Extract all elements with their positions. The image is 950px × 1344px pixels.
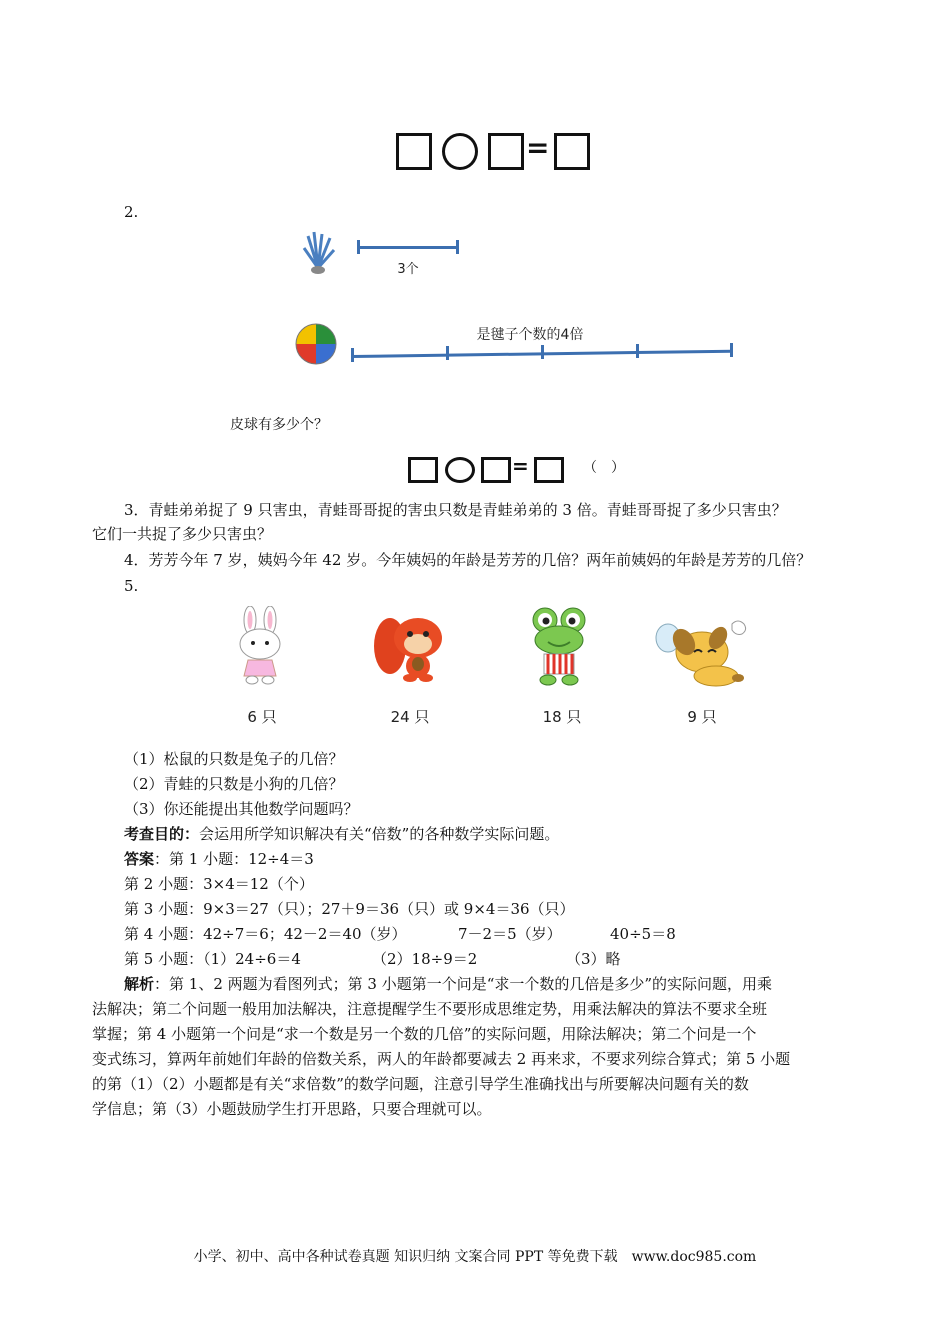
answer-2: 第 2 小题：3×4＝12（个）: [124, 875, 314, 893]
answer-5c: （3）略: [566, 950, 621, 968]
analysis-label: 解析: [124, 975, 155, 993]
operator-circle: [445, 457, 475, 483]
blank-box: [408, 457, 438, 483]
blank-box: [488, 133, 524, 170]
frog-count: 18 只: [542, 708, 582, 726]
bar-tick: [636, 344, 639, 358]
shuttlecock-bar: [358, 246, 458, 249]
answer-label: 答案: [124, 850, 155, 868]
blank-box: [396, 133, 432, 170]
blank-box: [481, 457, 511, 483]
problem-5-q1: （1）松鼠的只数是兔子的几倍？: [124, 750, 344, 768]
bar-tick: [456, 240, 459, 254]
problem-5-q2: （2）青蛙的只数是小狗的几倍？: [124, 775, 344, 793]
blank-box: [534, 457, 564, 483]
purpose: [124, 824, 559, 844]
problem-5-number: 5.: [124, 577, 139, 595]
bar-tick: [730, 343, 733, 357]
blank-box: [554, 133, 590, 170]
operator-circle: [442, 133, 478, 170]
analysis-line-4: 变式练习，算两年前她们年龄的倍数关系，两人的年龄都要减去 2 再来求，不要求列综合算式；第 5 小题: [92, 1050, 791, 1068]
analysis-line-1: [124, 974, 772, 994]
rabbit-icon: [230, 606, 292, 686]
problem-4: 4．芳芳今年 7 岁，姨妈今年 42 岁。今年姨妈的年龄是芳芳的几倍？两年前姨妈的年龄是芳芳的几倍？: [124, 551, 812, 569]
analysis-line-3: 掌握；第 4 小题第一个问是“求一个数是另一个数的几倍”的实际问题，用除法解决；第二个问是一个: [92, 1025, 757, 1043]
dog-count: 9 只: [687, 708, 717, 726]
equals-sign: =: [526, 131, 550, 164]
rabbit-count: 6 只: [247, 708, 277, 726]
answer-4a: 第 4 小题：42÷7＝6；42－2＝40（岁）: [124, 925, 407, 943]
squirrel-icon: [372, 608, 452, 684]
frog-icon: [528, 606, 590, 688]
bar-tick: [541, 345, 544, 359]
answer-5b: （2）18÷9＝2: [372, 950, 478, 968]
shuttlecock-icon: [296, 230, 340, 276]
problem-3-line2: 它们一共捉了多少只害虫？: [92, 525, 273, 543]
answer-4b: 7－2＝5（岁）: [458, 925, 562, 943]
answer-1: [124, 849, 314, 869]
problem-3-line1: 3．青蛙弟弟捉了 9 只害虫，青蛙哥哥捉的害虫只数是青蛙弟弟的 3 倍。青蛙哥哥捉了多少只害虫？: [124, 501, 787, 519]
dog-icon: [654, 614, 750, 688]
analysis-line-2: 法解决；第二个问题一般用加法解决，注意提醒学生不要形成思维定势，用乘法解决的算法不要求全班: [92, 1000, 768, 1018]
purpose-text: 会运用所学知识解决有关“倍数”的各种数学实际问题。: [199, 825, 560, 843]
bar-tick: [351, 348, 354, 362]
purpose-label: 考查目的：: [124, 825, 200, 843]
answer-3: 第 3 小题：9×3＝27（只）；27＋9＝36（只）或 9×4＝36（只）: [124, 900, 575, 918]
answer-blank: （ ）: [583, 460, 625, 476]
ball-icon: [294, 322, 338, 366]
analysis-line-5: 的第（1）（2）小题都是有关“求倍数”的数学问题，注意引导学生准确找出与所要解决问题有关的数: [92, 1075, 749, 1093]
answer-5a: 第 5 小题：（1）24÷6＝4: [124, 950, 301, 968]
problem-2-number: 2.: [124, 203, 139, 221]
ball-multiple-label: 是毽子个数的4倍: [476, 327, 584, 343]
footer: 小学、初中、高中各种试卷真题 知识归纳 文案合同 PPT 等免费下载 www.doc985.com: [193, 1249, 757, 1265]
analysis-line-6: 学信息；第（3）小题鼓励学生打开思路，只要合理就可以。: [92, 1100, 492, 1118]
equals-sign: =: [512, 454, 529, 478]
shuttlecock-count-label: 3个: [397, 262, 419, 277]
bar-tick: [357, 240, 360, 254]
ball-question: 皮球有多少个？: [230, 417, 328, 433]
answer-4c: 40÷5＝8: [610, 925, 676, 943]
bar-tick: [446, 346, 449, 360]
problem-5-q3: （3）你还能提出其他数学问题吗？: [124, 800, 359, 818]
squirrel-count: 24 只: [390, 708, 430, 726]
answer-1-text: ：第 1 小题：12÷4＝3: [154, 850, 314, 868]
analysis-text-1: ：第 1、2 两题为看图列式；第 3 小题第一个问是“求一个数的几倍是多少”的实际问题，用乘: [154, 975, 773, 993]
